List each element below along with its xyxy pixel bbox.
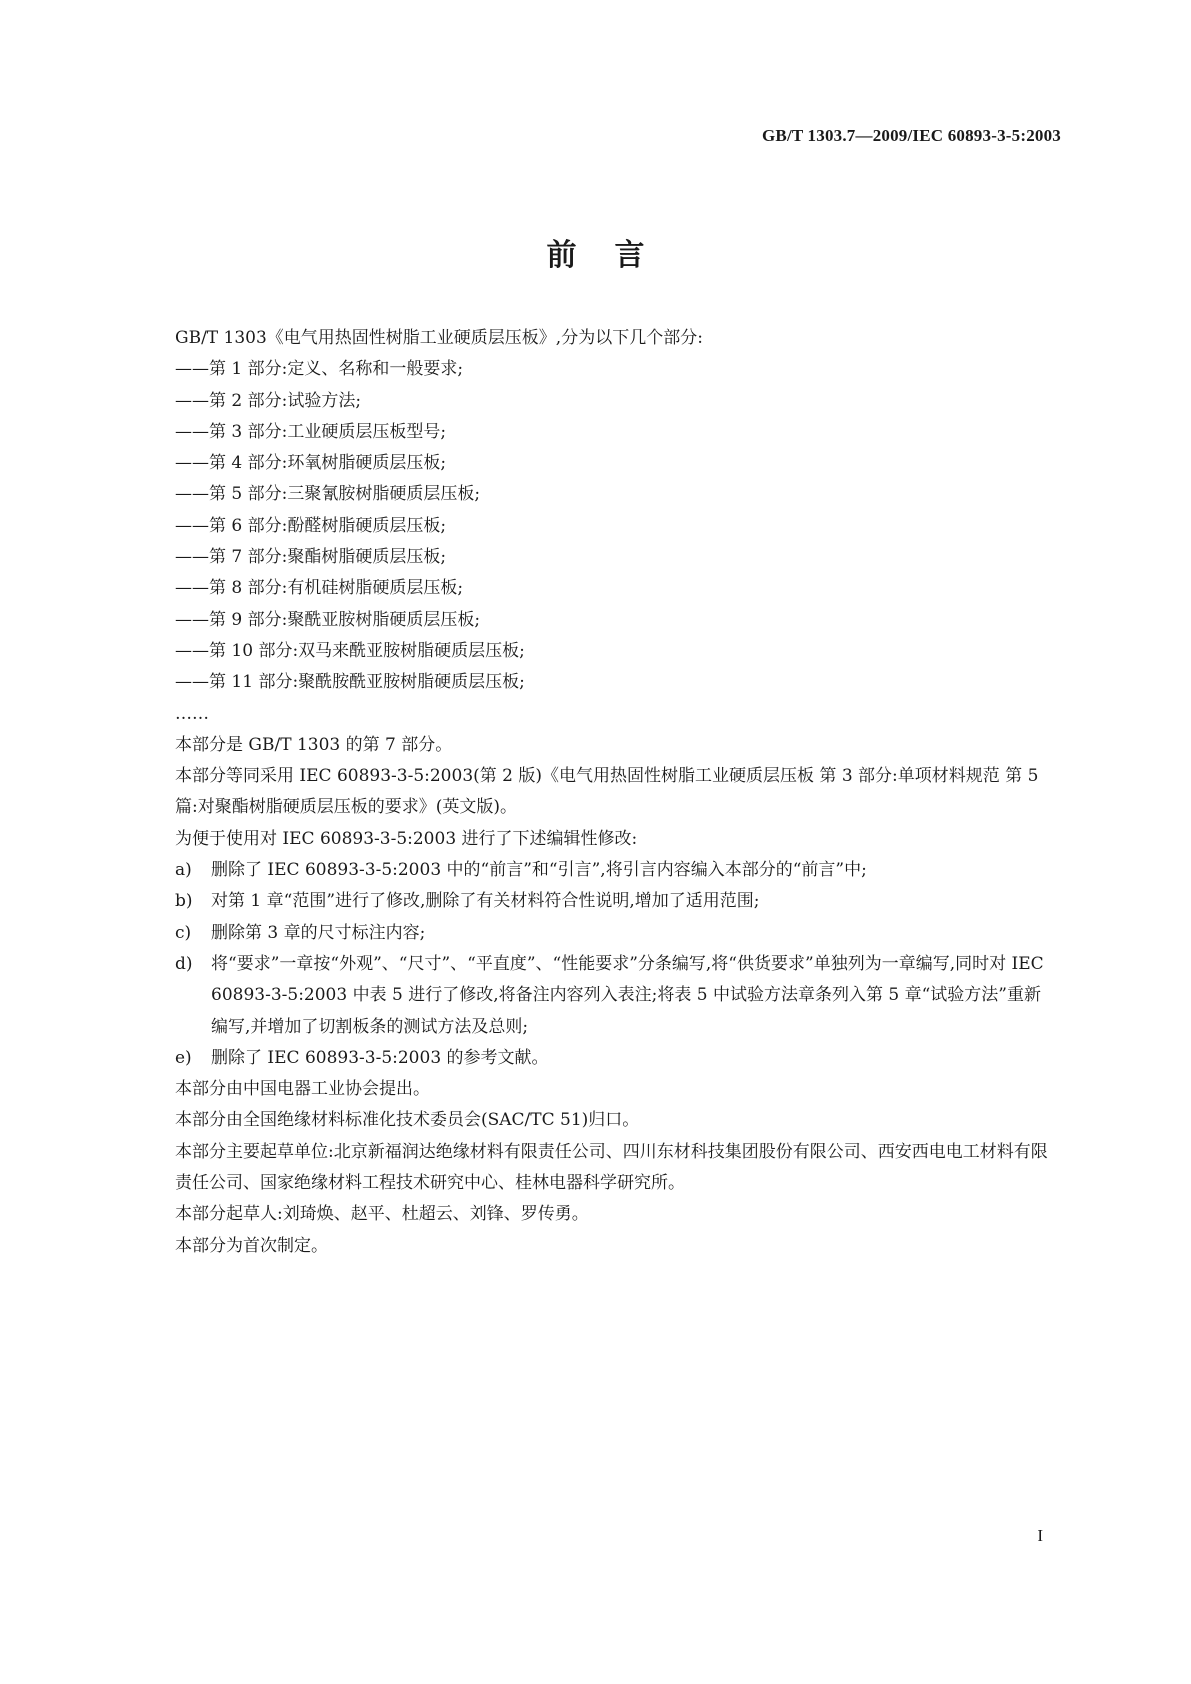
- edit-text: 删除了 IEC 60893-3-5:2003 中的“前言”和“引言”,将引言内容编入本部分的“前言”中;: [211, 860, 867, 881]
- drafting-units-statement: 本部分主要起草单位:北京新福润达绝缘材料有限责任公司、四川东材科技集团股份有限公司、西安西电电工材料有限责任公司、国家绝缘材料工程技术研究中心、桂林电器科学研究所。: [175, 1141, 1048, 1194]
- list-ellipsis: ……: [175, 703, 209, 724]
- first-edition-statement: 本部分为首次制定。: [175, 1235, 328, 1256]
- edit-text: 将“要求”一章按“外观”、“尺寸”、“平直度”、“性能要求”分条编写,将“供货要求”单独列为一章编写,同时对 IEC 60893-3-5:2003 中表 5 进行了修改,将备注内容列入表注;将表 5 中试验方法章条列入第 5 章“试验方法”重新编写,并增加了切割板条的测试方法及总则;: [211, 953, 1044, 1037]
- part-list-item: ——第 5 部分:三聚氰胺树脂硬质层压板;: [175, 484, 481, 505]
- part-list-item: ——第 3 部分:工业硬质层压板型号;: [175, 421, 447, 442]
- part-list-item: ——第 8 部分:有机硅树脂硬质层压板;: [175, 578, 464, 599]
- edit-list-item: [175, 918, 1050, 949]
- intro-paragraph: GB/T 1303《电气用热固性树脂工业硬质层压板》,分为以下几个部分:: [175, 328, 703, 348]
- document-body: [175, 323, 1050, 1262]
- part-list-item: ——第 4 部分:环氧树脂硬质层压板;: [175, 453, 447, 474]
- part-list-item: ——第 10 部分:双马来酰亚胺树脂硬质层压板;: [175, 640, 525, 661]
- edit-text: 删除了 IEC 60893-3-5:2003 的参考文献。: [211, 1047, 549, 1068]
- standard-code: GB/T 1303.7—2009/IEC 60893-3-5:2003: [761, 126, 1061, 145]
- part-list-item: ——第 9 部分:聚酰亚胺树脂硬质层压板;: [175, 609, 481, 630]
- edit-marker: d): [175, 953, 193, 974]
- edit-list-item: [175, 886, 1050, 917]
- page-number: I: [1037, 1526, 1043, 1545]
- centralized-statement: 本部分由全国绝缘材料标准化技术委员会(SAC/TC 51)归口。: [175, 1110, 640, 1131]
- edit-marker: b): [175, 891, 193, 912]
- editorial-intro: 为便于使用对 IEC 60893-3-5:2003 进行了下述编辑性修改:: [175, 828, 638, 849]
- edit-marker: c): [175, 922, 192, 943]
- edit-list-item: [175, 949, 1050, 1043]
- part-list-item: ——第 2 部分:试验方法;: [175, 390, 362, 411]
- edit-list-item: [175, 855, 1050, 886]
- edit-list-item: [175, 1043, 1050, 1074]
- part-list-item: ——第 11 部分:聚酰胺酰亚胺树脂硬质层压板;: [175, 672, 525, 693]
- part-list-item: ——第 6 部分:酚醛树脂硬质层压板;: [175, 515, 447, 536]
- page-title: 前言: [546, 238, 683, 273]
- proposed-statement: 本部分由中国电器工业协会提出。: [175, 1079, 430, 1100]
- drafters-statement: 本部分起草人:刘琦焕、赵平、杜超云、刘锋、罗传勇。: [175, 1204, 589, 1225]
- part-list-item: ——第 7 部分:聚酯树脂硬质层压板;: [175, 547, 447, 568]
- edit-marker: e): [175, 1047, 192, 1068]
- edit-text: 对第 1 章“范围”进行了修改,删除了有关材料符合性说明,增加了适用范围;: [211, 891, 760, 912]
- adoption-statement: 本部分等同采用 IEC 60893-3-5:2003(第 2 版)《电气用热固性树脂工业硬质层压板 第 3 部分:单项材料规范 第 5 篇:对聚酯树脂硬质层压板的要求》(英文版)。: [175, 766, 1039, 818]
- edit-text: 删除第 3 章的尺寸标注内容;: [211, 922, 426, 943]
- edit-marker: a): [175, 860, 192, 881]
- part-statement: 本部分是 GB/T 1303 的第 7 部分。: [175, 734, 453, 755]
- part-list-item: ——第 1 部分:定义、名称和一般要求;: [175, 359, 464, 380]
